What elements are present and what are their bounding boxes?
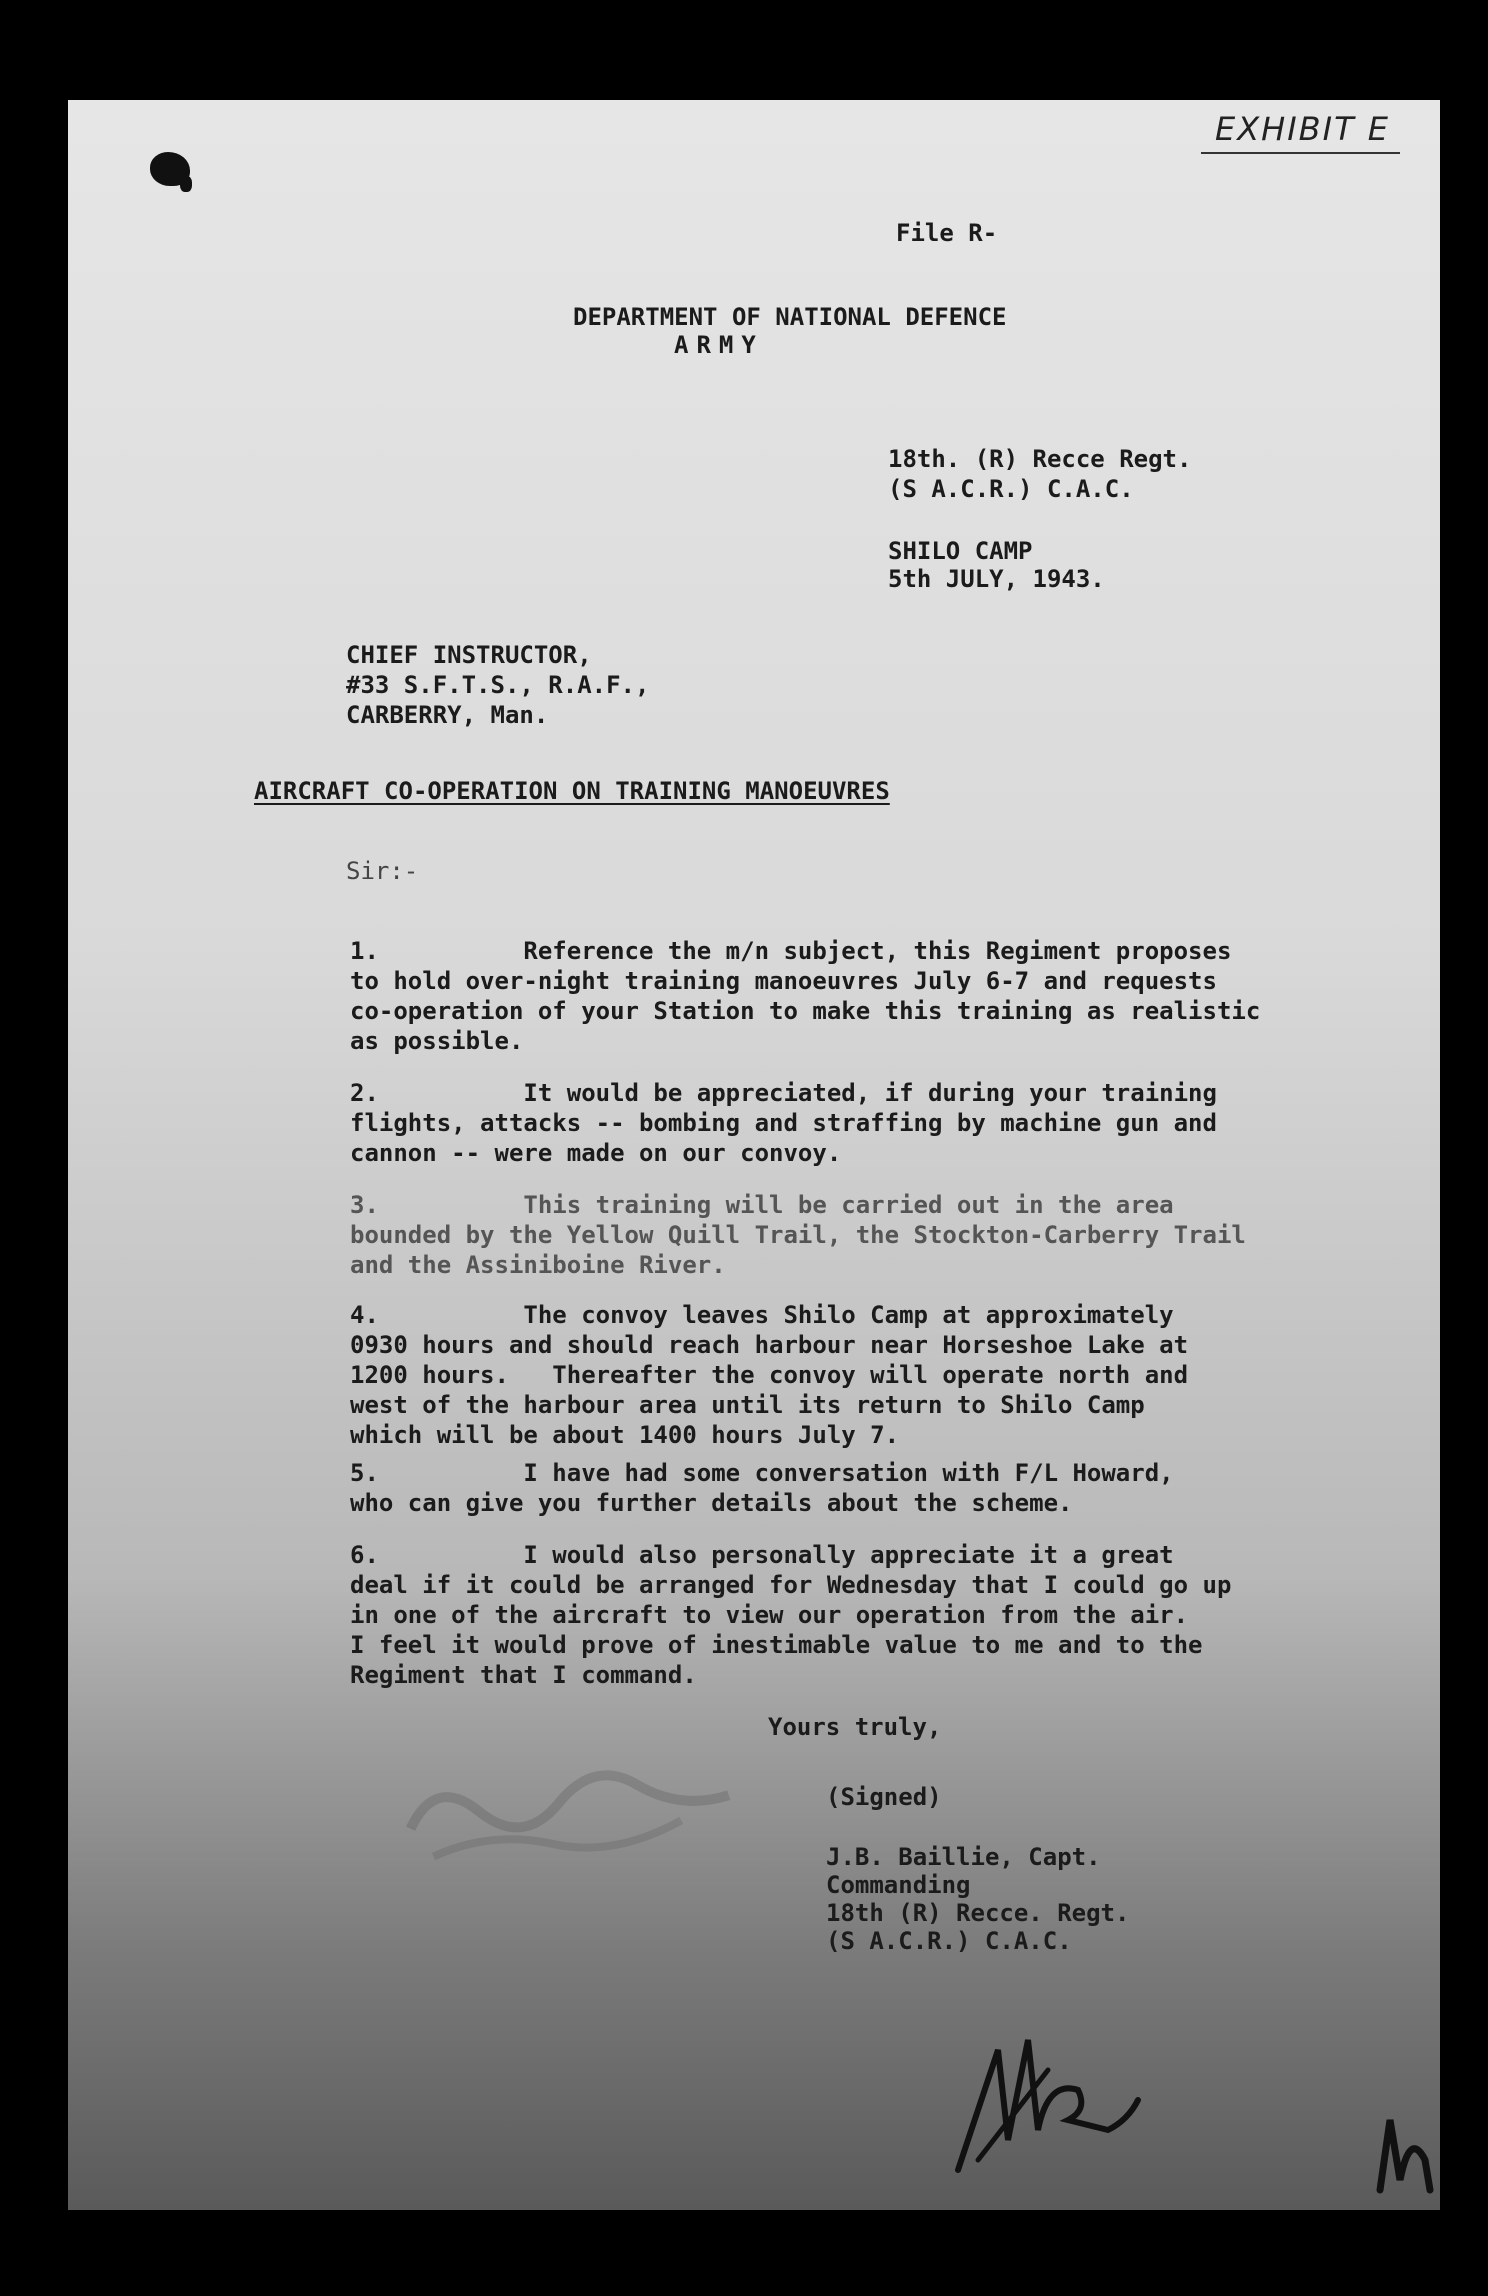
paragraph-6-line: 6. I would also personally appreciate it a great [350, 1541, 1174, 1569]
paragraph-6-line: Regiment that I command. [350, 1661, 697, 1689]
department-heading: DEPARTMENT OF NATIONAL DEFENCE [573, 303, 1007, 331]
subject-line: AIRCRAFT CO-OPERATION ON TRAINING MANOEUVRES [254, 777, 890, 805]
signatory-unit-line2: (S A.C.R.) C.A.C. [826, 1927, 1072, 1955]
paragraph-4-line: 0930 hours and should reach harbour near Horseshoe Lake at [350, 1331, 1189, 1359]
paragraph-4-line: which will be about 1400 hours July 7. [350, 1421, 900, 1449]
paragraph-6 [350, 1540, 1280, 1690]
paragraph-2-line: 2. It would be appreciated, if during your training [350, 1079, 1217, 1107]
signatory-name: J.B. Baillie, Capt. [826, 1843, 1101, 1871]
paragraph-5-line: who can give you further details about the scheme. [350, 1489, 1073, 1517]
letter-date: 5th JULY, 1943. [888, 565, 1105, 593]
faded-stamp-graphic [391, 1701, 785, 1890]
paragraph-2 [350, 1078, 1280, 1168]
sender-unit-line2: (S A.C.R.) C.A.C. [888, 475, 1134, 503]
recipient-line3: CARBERRY, Man. [346, 701, 549, 729]
handwritten-signature-graphic [938, 2020, 1158, 2180]
paragraph-6-line: deal if it could be arranged for Wednesday that I could go up [350, 1571, 1232, 1599]
paragraph-1-line: to hold over-night training manoeuvres July 6-7 and requests [350, 967, 1217, 995]
paragraph-4-line: west of the harbour area until its return to Shilo Camp [350, 1391, 1145, 1419]
paragraph-4 [350, 1300, 1280, 1450]
paragraph-6-line: in one of the aircraft to view our operation from the air. [350, 1601, 1189, 1629]
file-reference: File R- [896, 219, 998, 247]
sender-location: SHILO CAMP [888, 537, 1033, 565]
salutation: Sir:- [346, 857, 419, 885]
paragraph-1-line: 1. Reference the m/n subject, this Regiment proposes [350, 937, 1232, 965]
signatory-role: Commanding [826, 1871, 971, 1899]
closing: Yours truly, [768, 1713, 942, 1741]
recipient-line1: CHIEF INSTRUCTOR, [346, 641, 592, 669]
margin-handwriting-graphic [1370, 2100, 1440, 2200]
exhibit-label: EXHIBIT E [1201, 110, 1400, 154]
army-heading: ARMY [674, 331, 764, 359]
paragraph-2-line: cannon -- were made on our convoy. [350, 1139, 842, 1167]
signatory-unit-line1: 18th (R) Recce. Regt. [826, 1899, 1130, 1927]
paragraph-2-line: flights, attacks -- bombing and straffing by machine gun and [350, 1109, 1217, 1137]
paragraph-3-line: bounded by the Yellow Quill Trail, the Stockton-Carberry Trail [350, 1221, 1246, 1249]
paragraph-3 [350, 1190, 1280, 1280]
paragraph-4-line: 1200 hours. Thereafter the convoy will operate north and [350, 1361, 1189, 1389]
paragraph-1 [350, 936, 1280, 1056]
faded-stamp [391, 1701, 785, 1890]
paragraph-4-line: 4. The convoy leaves Shilo Camp at approximately [350, 1301, 1174, 1329]
paragraph-1-line: co-operation of your Station to make this training as realistic [350, 997, 1261, 1025]
document-page [68, 100, 1440, 2210]
paragraph-5 [350, 1458, 1280, 1518]
paragraph-3-line: and the Assiniboine River. [350, 1251, 726, 1279]
recipient-line2: #33 S.F.T.S., R.A.F., [346, 671, 650, 699]
signed-note: (Signed) [826, 1783, 942, 1811]
paragraph-3-line: 3. This training will be carried out in the area [350, 1191, 1174, 1219]
paragraph-5-line: 5. I have had some conversation with F/L Howard, [350, 1459, 1174, 1487]
paragraph-6-line: I feel it would prove of inestimable value to me and to the [350, 1631, 1203, 1659]
sender-unit-line1: 18th. (R) Recce Regt. [888, 445, 1192, 473]
paragraph-1-line: as possible. [350, 1027, 524, 1055]
margin-handwriting [1370, 2100, 1440, 2204]
ink-blot-drip [180, 176, 192, 192]
handwritten-signature [938, 2020, 1158, 2184]
